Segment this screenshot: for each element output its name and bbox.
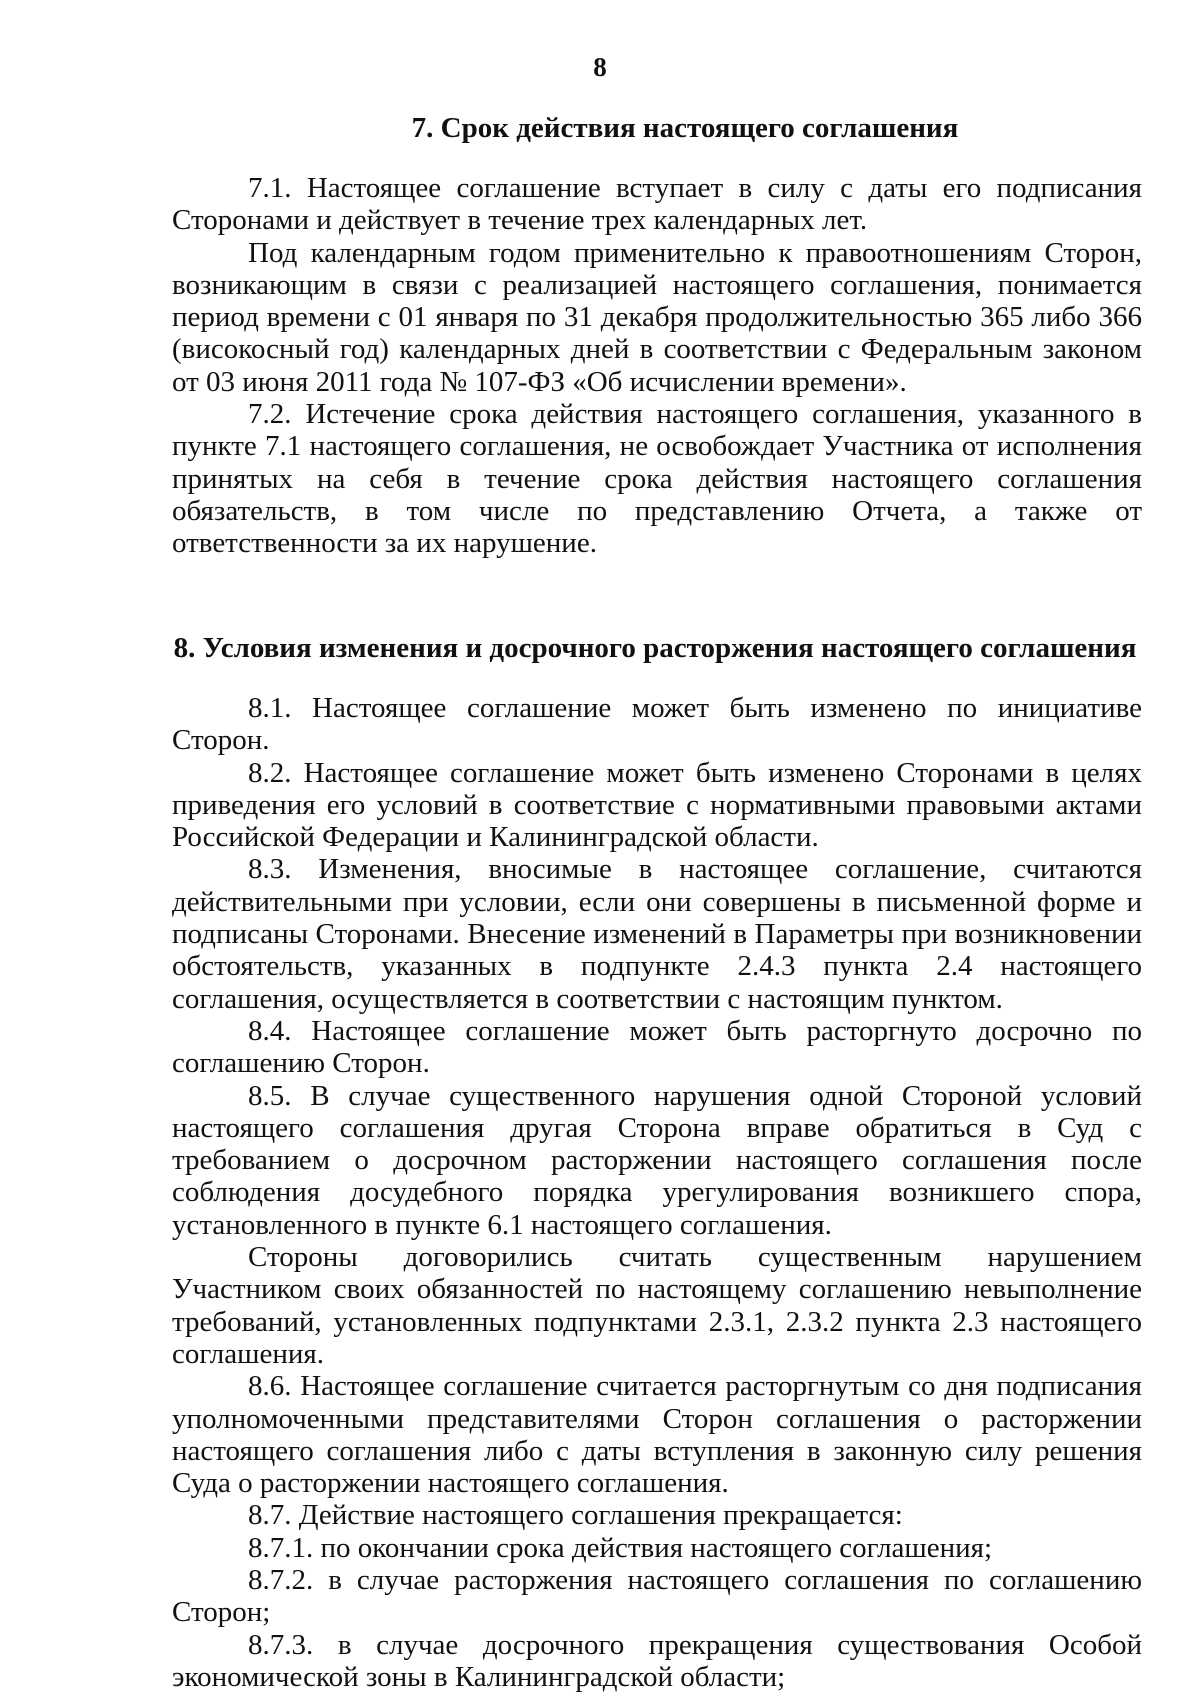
- paragraph-8-2: 8.2. Настоящее соглашение может быть изменено Сторонами в целях приведения его условий в соответствие с нормативными правовыми актами Российской Федерации и Калининградской области.: [172, 756, 1142, 854]
- paragraph-8-4: 8.4. Настоящее соглашение может быть расторгнуто досрочно по соглашению Сторон.: [172, 1014, 1142, 1080]
- section-8-body: [172, 692, 1142, 1693]
- paragraph-8-7-3: 8.7.3. в случае досрочного прекращения существования Особой экономической зоны в Калининградской области;: [172, 1628, 1142, 1693]
- paragraph-7-1: 7.1. Настоящее соглашение вступает в силу с даты его подписания Сторонами и действует в течение трех календарных лет.: [172, 172, 1142, 237]
- section-7-body: [172, 172, 1142, 560]
- paragraph-8-7-2: 8.7.2. в случае расторжения настоящего соглашения по соглашению Сторон;: [172, 1564, 1142, 1629]
- paragraph-8-5-breach: Стороны договорились считать существенным нарушением Участником своих обязанностей по настоящему соглашению невыполнение требований, установленных подпунктами 2.3.1, 2.3.2 пункта 2.3 настоящего соглашения.: [172, 1241, 1142, 1370]
- paragraph-8-7-1: 8.7.1. по окончании срока действия настоящего соглашения;: [248, 1531, 993, 1564]
- paragraph-8-3: 8.3. Изменения, вносимые в настоящее соглашение, считаются действительными при условии, если они совершены в письменной форме и подписаны Сторонами. Внесение изменений в Параметры при возникновении обстоятельств, указанных в подпункте 2.4.3 пункта 2.4 настоящего соглашения, осуществляется в соответствии с настоящим пунктом.: [172, 853, 1142, 1015]
- paragraph-7-1-definition: Под календарным годом применительно к правоотношениям Сторон, возникающим в связи с реализацией настоящего соглашения, понимается период времени с 01 января по 31 декабря продолжительностью 365 либо 366 (високосный год) календарных дней в соответствии с Федеральным законом от 03 июня 2011 года № 107-ФЗ «Об исчислении времени».: [172, 236, 1142, 398]
- section-8-heading: 8. Условия изменения и досрочного расторжения настоящего соглашения: [173, 632, 1137, 664]
- paragraph-7-2: 7.2. Истечение срока действия настоящего соглашения, указанного в пункте 7.1 настоящего соглашения, не освобождает Участника от исполнения принятых на себя в течение срока действия настоящего соглашения обязательств, в том числе по представлению Отчета, а также от ответственности за их нарушение.: [172, 398, 1142, 560]
- section-7-heading: 7. Срок действия настоящего соглашения: [411, 112, 959, 144]
- paragraph-8-6: 8.6. Настоящее соглашение считается расторгнутым со дня подписания уполномоченными представителями Сторон соглашения о расторжении настоящего соглашения либо с даты вступления в законную силу решения Суда о расторжении настоящего соглашения.: [172, 1370, 1142, 1500]
- paragraph-8-1: 8.1. Настоящее соглашение может быть изменено по инициативе Сторон.: [172, 692, 1142, 757]
- paragraph-8-7: 8.7. Действие настоящего соглашения прекращается:: [248, 1499, 903, 1532]
- paragraph-8-5: 8.5. В случае существенного нарушения одной Стороной условий настоящего соглашения другая Сторона вправе обратиться в Суд с требованием о досрочном расторжении настоящего соглашения после соблюдения досудебного порядка урегулирования возникшего спора, установленного в пункте 6.1 настоящего соглашения.: [172, 1079, 1142, 1241]
- page-number: 8: [593, 52, 607, 82]
